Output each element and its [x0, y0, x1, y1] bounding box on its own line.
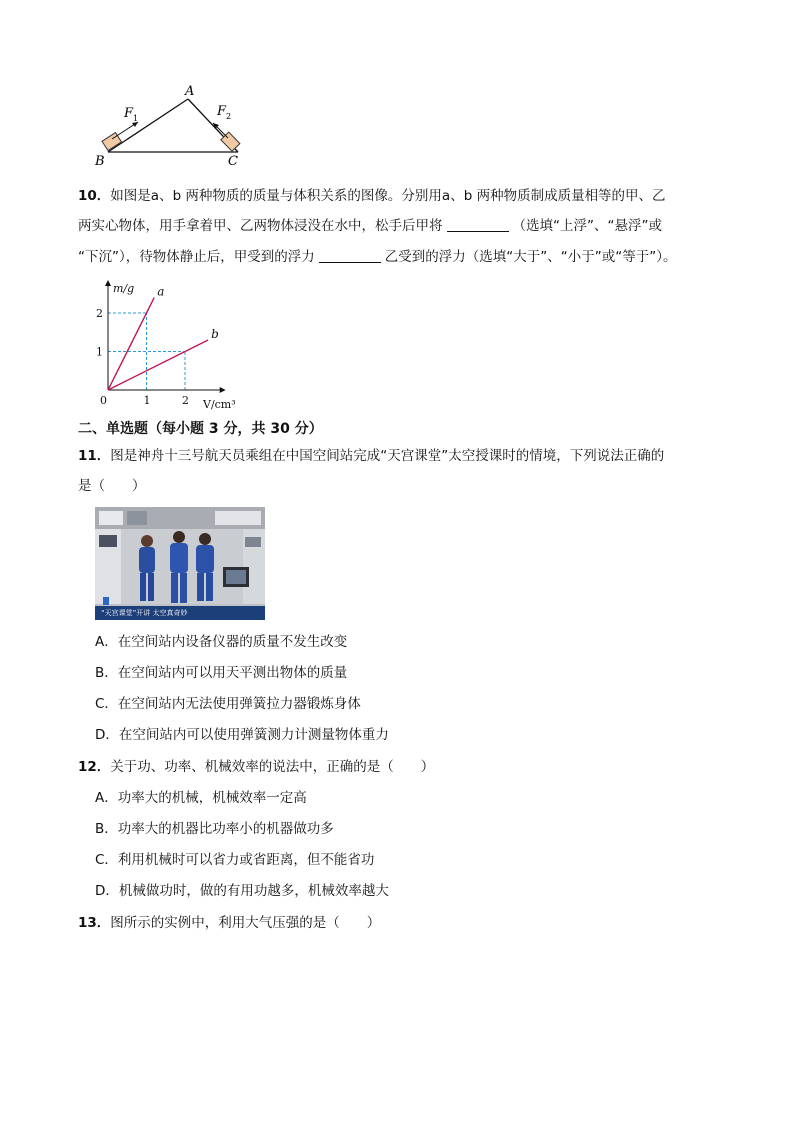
q10-text-3a: “下沉”），待物体静止后，甲受到的浮力: [78, 249, 315, 265]
q12-option-a[interactable]: A．功率大的机械，机械效率一定高: [95, 790, 307, 806]
block-right: [221, 132, 240, 151]
q12-stem: 关于功、功率、机械效率的说法中，正确的是（ ）: [110, 759, 435, 775]
photo-illustration: [95, 507, 265, 620]
label-a: A: [185, 85, 195, 99]
label-b: B: [95, 154, 105, 169]
series-label-b: b: [211, 326, 219, 341]
y-axis-label: m/g: [113, 282, 135, 295]
photo-channel-badge: [103, 597, 109, 605]
x-axis-label: V/cm³: [203, 398, 236, 411]
q10-line2: [78, 216, 662, 236]
label-f2-sub: 2: [226, 112, 232, 121]
label-f1: F: [124, 106, 134, 121]
q10-text-2a: 两实心物体，用手拿着甲、乙两物体浸没在水中，松手后甲将: [78, 218, 443, 234]
q11-option-b[interactable]: B．在空间站内可以用天平测出物体的质量: [95, 665, 348, 681]
q10-blank-1[interactable]: [447, 217, 509, 232]
q11-option-c[interactable]: C．在空间站内无法使用弹簧拉力器锻炼身体: [95, 696, 361, 712]
q13-stem-line: [78, 913, 380, 933]
q11-text-1: 图是神舟十三号航天员乘组在中国空间站完成“天宫课堂”太空授课时的情境，下列说法正确的: [110, 448, 665, 464]
label-f2: F: [217, 104, 227, 119]
q10-blank-2[interactable]: [319, 248, 381, 263]
label-c: C: [228, 154, 238, 169]
q10-text-1: 如图是a、b 两种物质的质量与体积关系的图像。分别用a、b 两种物质制成质量相等的甲、乙: [110, 188, 666, 204]
x-axis-arrow: [220, 387, 226, 393]
space-classroom-photo: [95, 507, 265, 620]
q11-option-d[interactable]: D．在空间站内可以使用弹簧测力计测量物体重力: [95, 727, 389, 743]
mass-volume-chart: [85, 278, 255, 412]
q11-line1: [78, 446, 664, 466]
photo-caption: “天宫课堂”开讲 太空真奇妙: [95, 606, 265, 620]
q10-line3: [78, 247, 676, 267]
q13-number: 13．: [78, 915, 111, 931]
q12-option-b[interactable]: B．功率大的机器比功率小的机器做功多: [95, 821, 334, 837]
q12-option-d[interactable]: D．机械做功时，做的有用功越多，机械效率越大: [95, 883, 389, 899]
x-tick-label-0: 0: [100, 394, 107, 407]
q12-option-c[interactable]: C．利用机械时可以省力或省距离，但不能省功: [95, 852, 375, 868]
q10-number: 10．: [78, 188, 111, 204]
q12-stem-line: [78, 757, 434, 777]
side-ab: [108, 99, 188, 152]
q11-line2: 是（ ）: [78, 478, 146, 494]
section-title: 二、单选题（每小题 3 分，共 30 分）: [78, 421, 323, 437]
q11-number: 11．: [78, 448, 111, 464]
q10-text-3b: 乙受到的浮力（选填“大于”、“小于”或“等于”）。: [384, 249, 677, 265]
y-axis-arrow: [105, 280, 111, 286]
label-f1-sub: 1: [133, 114, 139, 123]
series-label-a: a: [157, 284, 165, 299]
q11-option-a[interactable]: A．在空间站内设备仪器的质量不发生改变: [95, 634, 348, 650]
series-line-b: [108, 340, 208, 390]
y-tick-label-1: 1: [96, 345, 103, 359]
q10-line1: [78, 186, 666, 206]
force-diagram: [90, 85, 250, 170]
y-tick-label-2: 2: [96, 307, 103, 320]
q12-number: 12．: [78, 759, 111, 775]
q10-text-2b: （选填“上浮”、“悬浮”或: [512, 218, 662, 234]
x-tick-label-2: 2: [182, 394, 189, 407]
q13-stem: 图所示的实例中，利用大气压强的是（ ）: [110, 915, 381, 931]
series-line-a: [108, 298, 154, 390]
x-tick-label-1: 1: [143, 394, 151, 407]
